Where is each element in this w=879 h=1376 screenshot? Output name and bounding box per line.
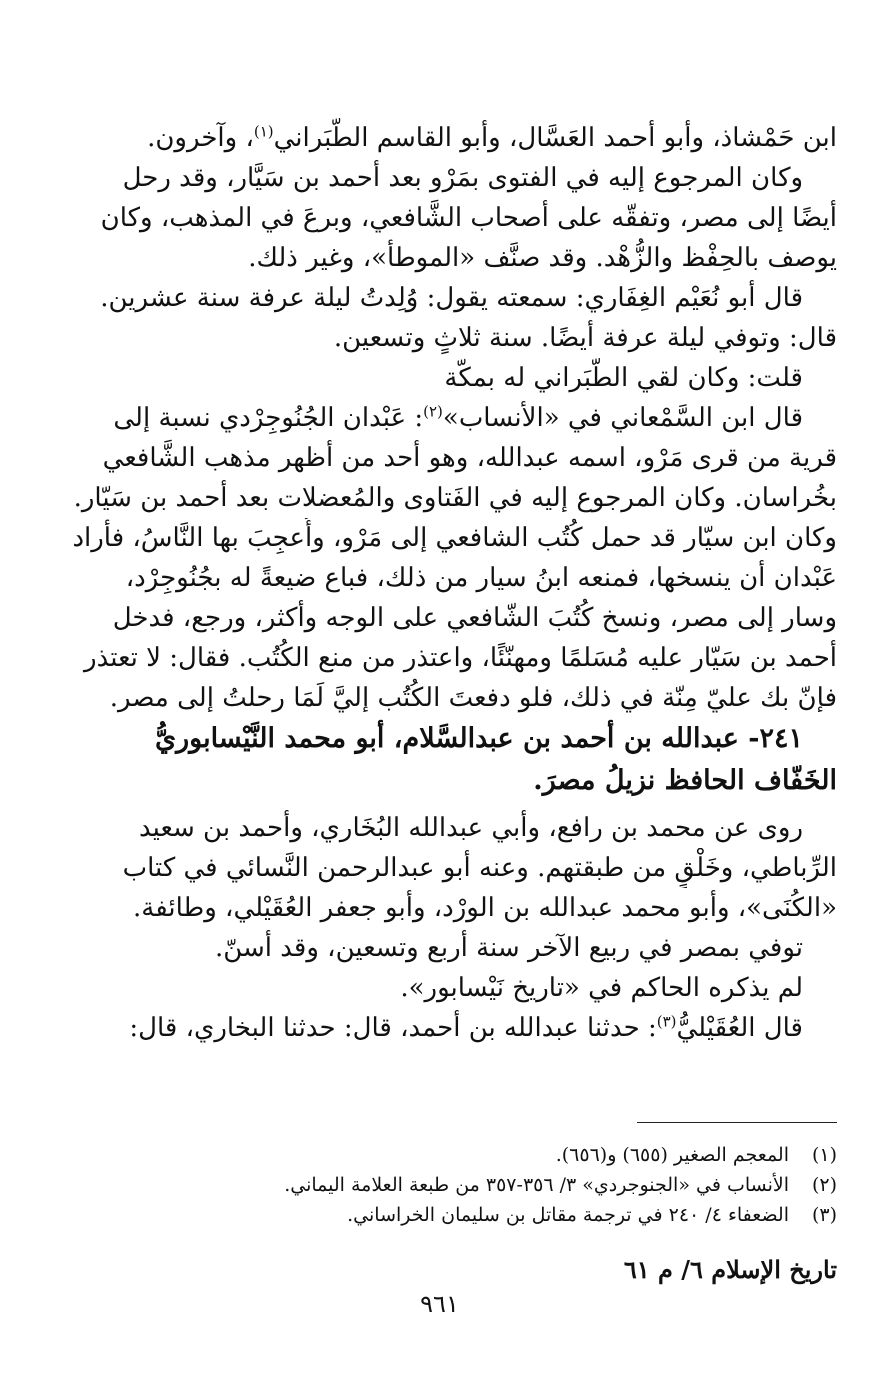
text-line: وكان ابن سيّار قد حمل كُتُب الشافعي إلى مَرْو، وأُعجِبَ بها النَّاسُ، فأراد [72,523,837,553]
text-line: قلت: وكان لقي الطَّبَراني له بمكّة [444,363,803,393]
text-line: فإنّ بك عليّ مِنّة في ذلك، فلو دفعتَ الكُتُب إليَّ لَمَا رحلتُ إلى مصر. [109,683,837,713]
footnote-divider [637,1122,837,1123]
text-line: روى عن محمد بن رافع، وأبي عبدالله البُخَاري، وأحمد بن سعيد [138,813,803,843]
footnote-number: (٢) [811,1174,837,1196]
footnote-item [37,1170,837,1200]
footnote-text: الأنساب في «الجنوجردي» ٣/ ٣٥٦-٣٥٧ من طبعة العلامة اليماني. [284,1174,789,1196]
text-line: توفي بمصر في ربيع الآخر سنة أربع وتسعين، وقد أسنّ. [214,933,803,963]
main-text [37,118,837,1048]
text-line: قرية من قرى مَرْو، اسمه عبدالله، وهو أحد من أظهر مذهب الشَّافعي [102,443,837,473]
text-line: ابن حَمْشاذ، وأبو أحمد العَسَّال، وأبو القاسم الطَّبَراني$^{(١)}$، وآخرون. [147,122,837,153]
text-line: أحمد بن سَيّار عليه مُسَلمًا ومهنّئًا، واعتذر من منع الكُتُب. فقال: لا تعتذر [84,643,837,673]
text-line: وسار إلى مصر، ونسخ كُتُبَ الشّافعي على الوجه وأكثر، ورجع، فدخل [112,603,837,633]
text-line: وكان المرجوع إليه في الفتوى بمَرْو بعد أحمد بن سَيَّار، وقد رحل [122,163,803,193]
footnote-ref[interactable]: (٢) [423,402,443,421]
footnote-item [37,1140,837,1170]
text-line: بخُراسان. وكان المرجوع إليه في الفَتاوى والمُعضلات بعد أحمد بن سَيّار. [73,483,837,513]
text-line: أيضًا إلى مصر، وتفقّه على أصحاب الشَّافعي، وبرعَ في المذهب، وكان [100,203,837,233]
text-line: قال أبو نُعَيْم الغِفَاري: سمعته يقول: وُلِدتُ ليلة عرفة سنة عشرين. [100,283,803,313]
footnote-text: المعجم الصغير (٦٥٥) و(٦٥٦). [555,1144,789,1166]
book-signature: تاريخ الإسلام ٦/ م ٦١ [623,1255,837,1284]
footnote-number: (٣) [811,1204,837,1226]
footnote-ref[interactable]: (٣) [656,1012,677,1031]
text-line: قال ابن السَّمْعاني في «الأنساب»$^{(٢)}$: عَبْدان الجُنُوجِرْدي نسبة إلى [113,402,803,433]
footnote-ref[interactable]: (١) [253,122,274,141]
page-number: ٩٦١ [420,1290,459,1318]
text-line: لم يذكره الحاكم في «تاريخ نَيْسابور». [400,973,803,1003]
text-line: عَبْدان أن ينسخها، فمنعه ابنُ سيار من ذلك، فباع ضيعةً له بجُنُوجِرْد، [125,563,837,593]
footnote-item [37,1200,837,1230]
text-line: قال: وتوفي ليلة عرفة أيضًا. سنة ثلاثٍ وتسعين. [333,323,837,353]
text-line: قال العُقَيْليُّ$^{(٣)}$: حدثنا عبدالله بن أحمد، قال: حدثنا البخاري، قال: [129,1012,803,1043]
entry-heading: الخَفّاف الحافظ نزيلُ مصرَ. [533,765,837,796]
footnote-text: الضعفاء ٤/ ٢٤٠ في ترجمة مقاتل بن سليمان الخراساني. [347,1204,789,1226]
entry-heading: ٢٤١- عبدالله بن أحمد بن عبدالسَّلام، أبو محمد النَّيْسابوريُّ [155,723,803,754]
footnotes [37,1140,837,1230]
text-line: «الكُنَى»، وأبو محمد عبدالله بن الورْد، وأبو جعفر العُقَيْلي، وطائفة. [133,893,837,923]
text-line: الرِّباطي، وخَلْقٍ من طبقتهم. وعنه أبو عبدالرحمن النَّسائي في كتاب [122,853,837,883]
footnote-number: (١) [811,1144,837,1166]
text-line: يوصف بالحِفْظ والزُّهْد. وقد صنَّف «الموطأ»، وغير ذلك. [248,243,837,273]
